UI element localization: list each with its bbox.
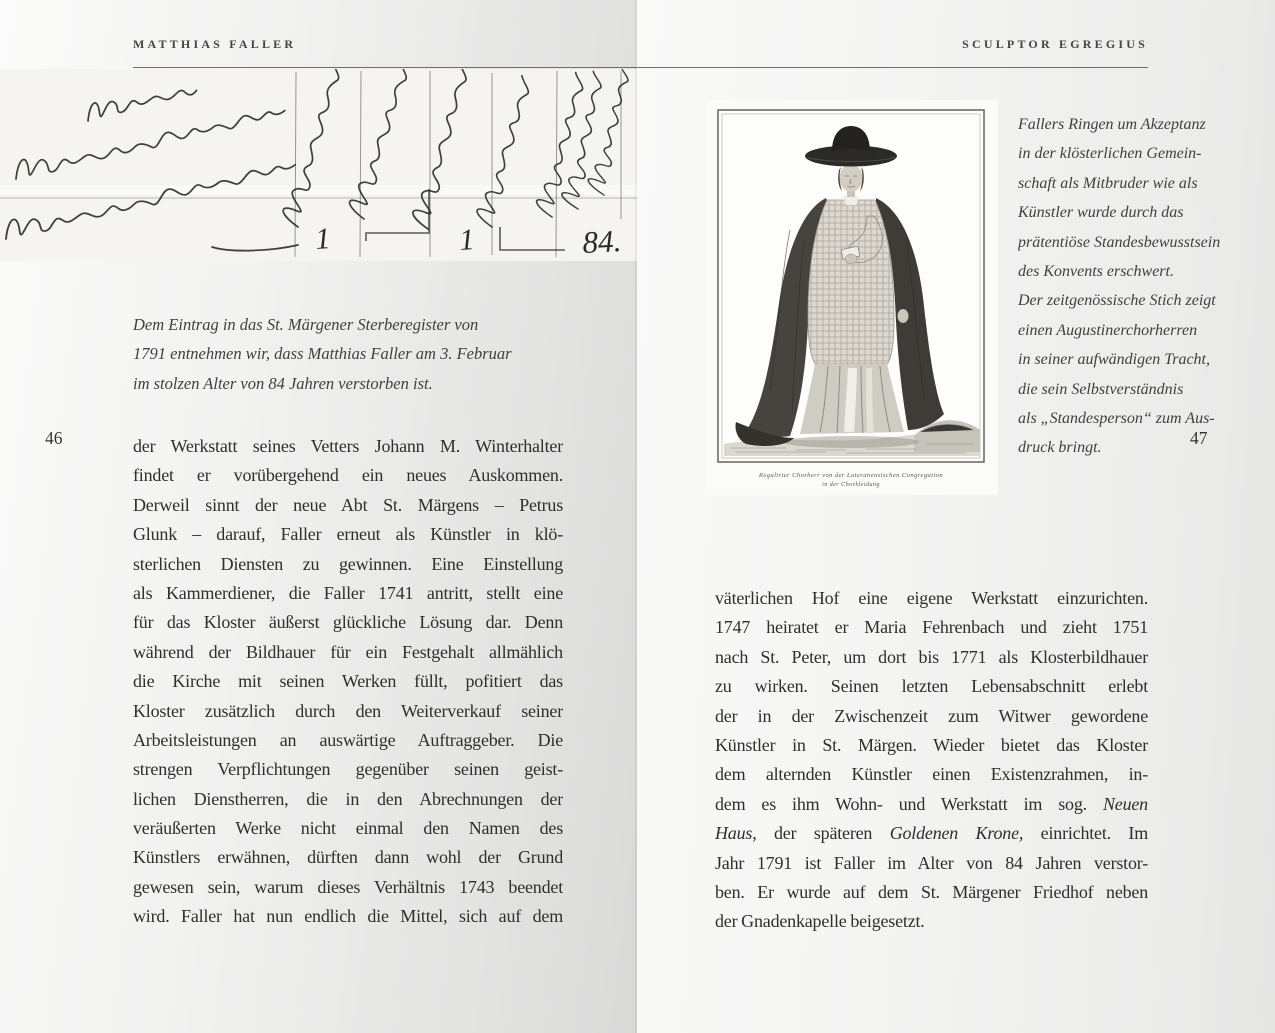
text-line: schaft als Mitbruder wie als <box>1018 174 1198 192</box>
text-line: druck bringt. <box>1018 439 1102 457</box>
text-line: dem alternden Künstler einen Existenzrahmen, in- <box>715 764 1148 785</box>
right-hand <box>845 254 857 264</box>
text-line: Künstler in St. Märgen. Wieder bietet das Kloster <box>715 734 1148 755</box>
gutter-seam <box>635 0 638 1033</box>
text-line: väterlichen Hof eine eigene Werkstatt einzurichten. <box>715 588 1148 608</box>
left-running-head: MATTHIAS FALLER <box>133 37 297 51</box>
text-line: Haus, der späteren Goldenen Krone, einrichtet. Im <box>715 823 1148 844</box>
text-line: Künstler wurde durch das <box>1018 204 1184 222</box>
text-line: der Werkstatt seines Vetters Johann M. Winterhalter <box>133 436 563 456</box>
right-body-text <box>715 584 1148 937</box>
right-running-head: SCULPTOR EGREGIUS <box>962 37 1148 51</box>
right-page-number: 47 <box>1190 428 1208 448</box>
augustinian-canon-engraving <box>706 100 998 495</box>
register-value-1: 1 <box>314 222 332 256</box>
register-value-age: 84. <box>581 223 623 260</box>
text-line: die sein Selbstverständnis <box>1018 380 1184 398</box>
death-register-image <box>0 69 637 261</box>
page-left <box>0 0 637 1033</box>
text-line: dem es ihm Wohn- und Werkstatt im sog. Neuen <box>715 793 1148 814</box>
left-body-text <box>133 432 563 932</box>
text-line: prätentiöse Standesbewusstsein <box>1018 233 1221 251</box>
register-value-2: 1 <box>458 223 476 257</box>
checkered-rochet <box>808 200 894 364</box>
text-line: gewesen sein, warum dieses Verhältnis 1743 beendet <box>133 876 563 897</box>
text-line: des Konvents erschwert. <box>1018 262 1174 280</box>
text-line: findet er vorübergehend ein neues Auskommen. <box>133 465 563 486</box>
text-line: nach St. Peter, um dort bis 1771 als Klosterbildhauer <box>715 646 1148 667</box>
face <box>840 164 863 192</box>
text-line: lichen Dienstherren, die in den Abrechnungen der <box>133 788 563 809</box>
text-line: 1791 entnehmen wir, dass Matthias Faller am 3. Februar <box>133 344 512 364</box>
right-head-rule <box>637 67 1148 68</box>
text-line: in seiner aufwändigen Tracht, <box>1018 351 1210 369</box>
engraving-plate <box>706 100 998 495</box>
page-right <box>637 0 1275 1033</box>
text-line: im stolzen Alter von 84 Jahren verstorben ist. <box>133 373 433 393</box>
text-line: Arbeitsleistungen an auswärtige Auftraggeber. Die <box>133 729 563 750</box>
text-line: Kloster zusätzlich durch den Weiterverkauf seiner <box>133 700 563 721</box>
text-line: 1747 heiratet er Maria Fehrenbach und zieht 1751 <box>715 617 1148 638</box>
text-line: zu wirken. Seinen letzten Lebensabschnitt erlebt <box>715 676 1148 697</box>
text-line: Glunk – darauf, Faller erneut als Künstler in klö- <box>133 524 563 545</box>
text-line: während der Bildhauer für ein Festgehalt allmählich <box>133 641 563 662</box>
text-line: die Kirche mit seinen Werken füllt, pofitiert das <box>133 671 563 692</box>
text-line: der Gnadenkapelle beigesetzt. <box>715 911 925 932</box>
svg-text:Regulirter Chorherr von der La: Regulirter Chorherr von der Lateranensischen Congregation <box>758 472 944 479</box>
left-head-rule <box>133 67 637 68</box>
text-line: der in der Zwischenzeit zum Witwer gewordene <box>715 705 1148 726</box>
death-register-scan <box>0 69 637 261</box>
text-line: Derweil sinnt der neue Abt St. Märgens – Petrus <box>133 494 563 515</box>
text-line: wird. Faller hat nun endlich die Mittel, sich auf dem <box>133 906 563 927</box>
text-line: sterlichen Diensten zu gewinnen. Eine Einstellung <box>133 553 563 574</box>
text-line: für das Kloster äußerst glückliche Lösung dar. Denn <box>133 612 563 633</box>
right-image-caption <box>1018 110 1250 463</box>
text-line: einen Augustinerchorherren <box>1018 321 1198 339</box>
svg-text:in der Chorkleidung: in der Chorkleidung <box>822 481 880 488</box>
text-line: als „Standesperson“ zum Aus- <box>1018 409 1215 427</box>
text-line: Der zeitgenössische Stich zeigt <box>1018 292 1216 310</box>
text-line: in der klösterlichen Gemein- <box>1018 145 1202 163</box>
left-hand <box>898 309 909 323</box>
text-line: ben. Er wurde auf dem St. Märgener Friedhof neben <box>715 881 1148 902</box>
text-line: strengen Verpflichtungen gegenüber seinen geist- <box>133 759 563 780</box>
text-line: veräußerten Werke nicht einmal den Namen des <box>133 818 563 839</box>
text-line: Fallers Ringen um Akzeptanz <box>1018 116 1206 133</box>
left-page-number: 46 <box>45 428 63 448</box>
left-image-caption <box>133 308 603 396</box>
text-line: Jahr 1791 ist Faller im Alter von 84 Jahren verstor- <box>715 852 1148 873</box>
text-line: Künstlers erwähnen, dürften dann wohl der Grund <box>133 847 563 868</box>
text-line: als Kammerdiener, die Faller 1741 antritt, stellt eine <box>133 582 563 603</box>
text-line: Dem Eintrag in das St. Märgener Sterberegister von <box>133 315 479 334</box>
